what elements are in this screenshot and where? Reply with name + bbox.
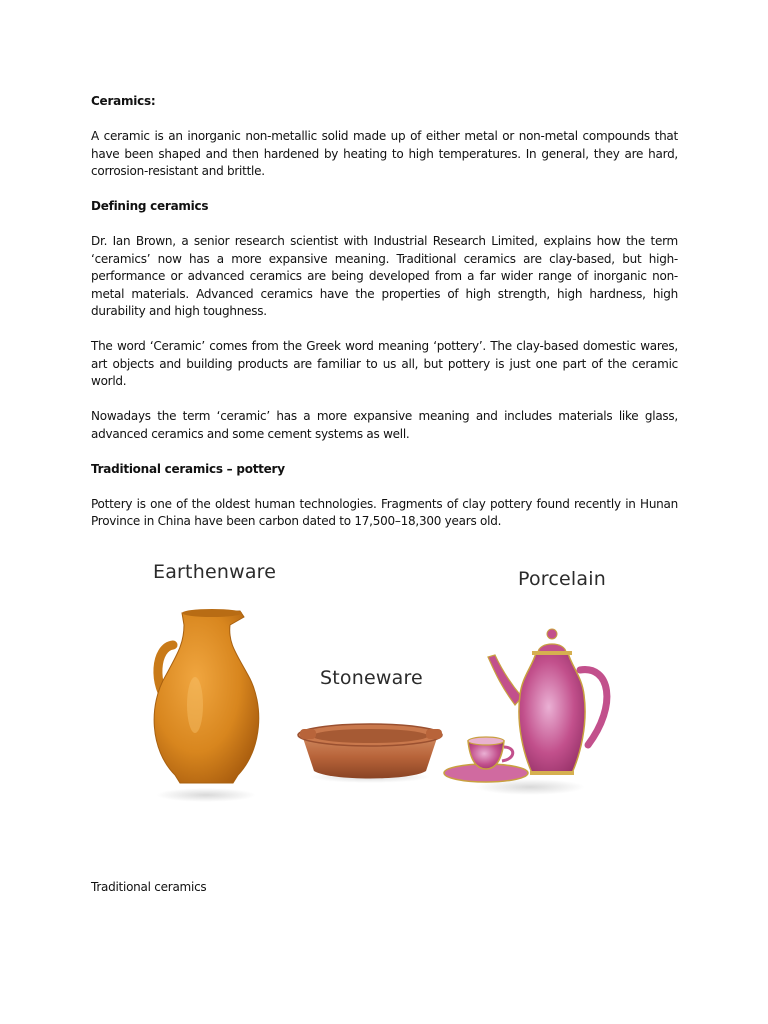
- document-body: [91, 93, 678, 531]
- label-earthenware: Earthenware: [153, 561, 277, 583]
- section-heading-defining: Defining ceramics: [91, 199, 209, 213]
- section-heading-traditional: Traditional ceramics – pottery: [91, 461, 285, 476]
- paragraph-greek-word: The word ‘Ceramic’ comes from the Greek word meaning ‘pottery’. The clay-based domestic wares, art objects and building products are familiar to us all, but pottery is just one part of the ceramic world.: [91, 339, 678, 388]
- label-stoneware: Stoneware: [320, 667, 423, 689]
- porcelain-teaset: [444, 629, 607, 795]
- ceramics-illustration: [140, 555, 630, 865]
- stoneware-bowl: [298, 724, 442, 783]
- paragraph-ian-brown: Dr. Ian Brown, a senior research scientist with Industrial Research Limited, explains how the term ‘ceramics’ now has a more expansive meaning. Traditional ceramics are clay-based, but high-performance or advanced ceramics are being developed from a far wider range of inorganic non-metal materials. Advanced ceramics have the properties of high strength, high hardness, high durability and high toughness.: [91, 234, 678, 318]
- ceramics-figure: [140, 555, 630, 865]
- label-porcelain: Porcelain: [518, 568, 606, 590]
- paragraph-pottery: Pottery is one of the oldest human technologies. Fragments of clay pottery found recently in Hunan Province in China have been carbon dated to 17,500–18,300 years old.: [91, 496, 678, 528]
- figure-caption: Traditional ceramics: [91, 880, 207, 894]
- paragraph-nowadays: Nowadays the term ‘ceramic’ has a more expansive meaning and includes materials like glass, advanced ceramics and some cement systems as well.: [91, 409, 678, 441]
- document-title: Ceramics:: [91, 94, 156, 108]
- intro-paragraph: A ceramic is an inorganic non-metallic solid made up of either metal or non-metal compounds that have been shaped and then hardened by heating to high temperatures. In general, they are hard, corrosion-resistant and brittle.: [91, 129, 678, 178]
- earthenware-jug: [154, 609, 259, 802]
